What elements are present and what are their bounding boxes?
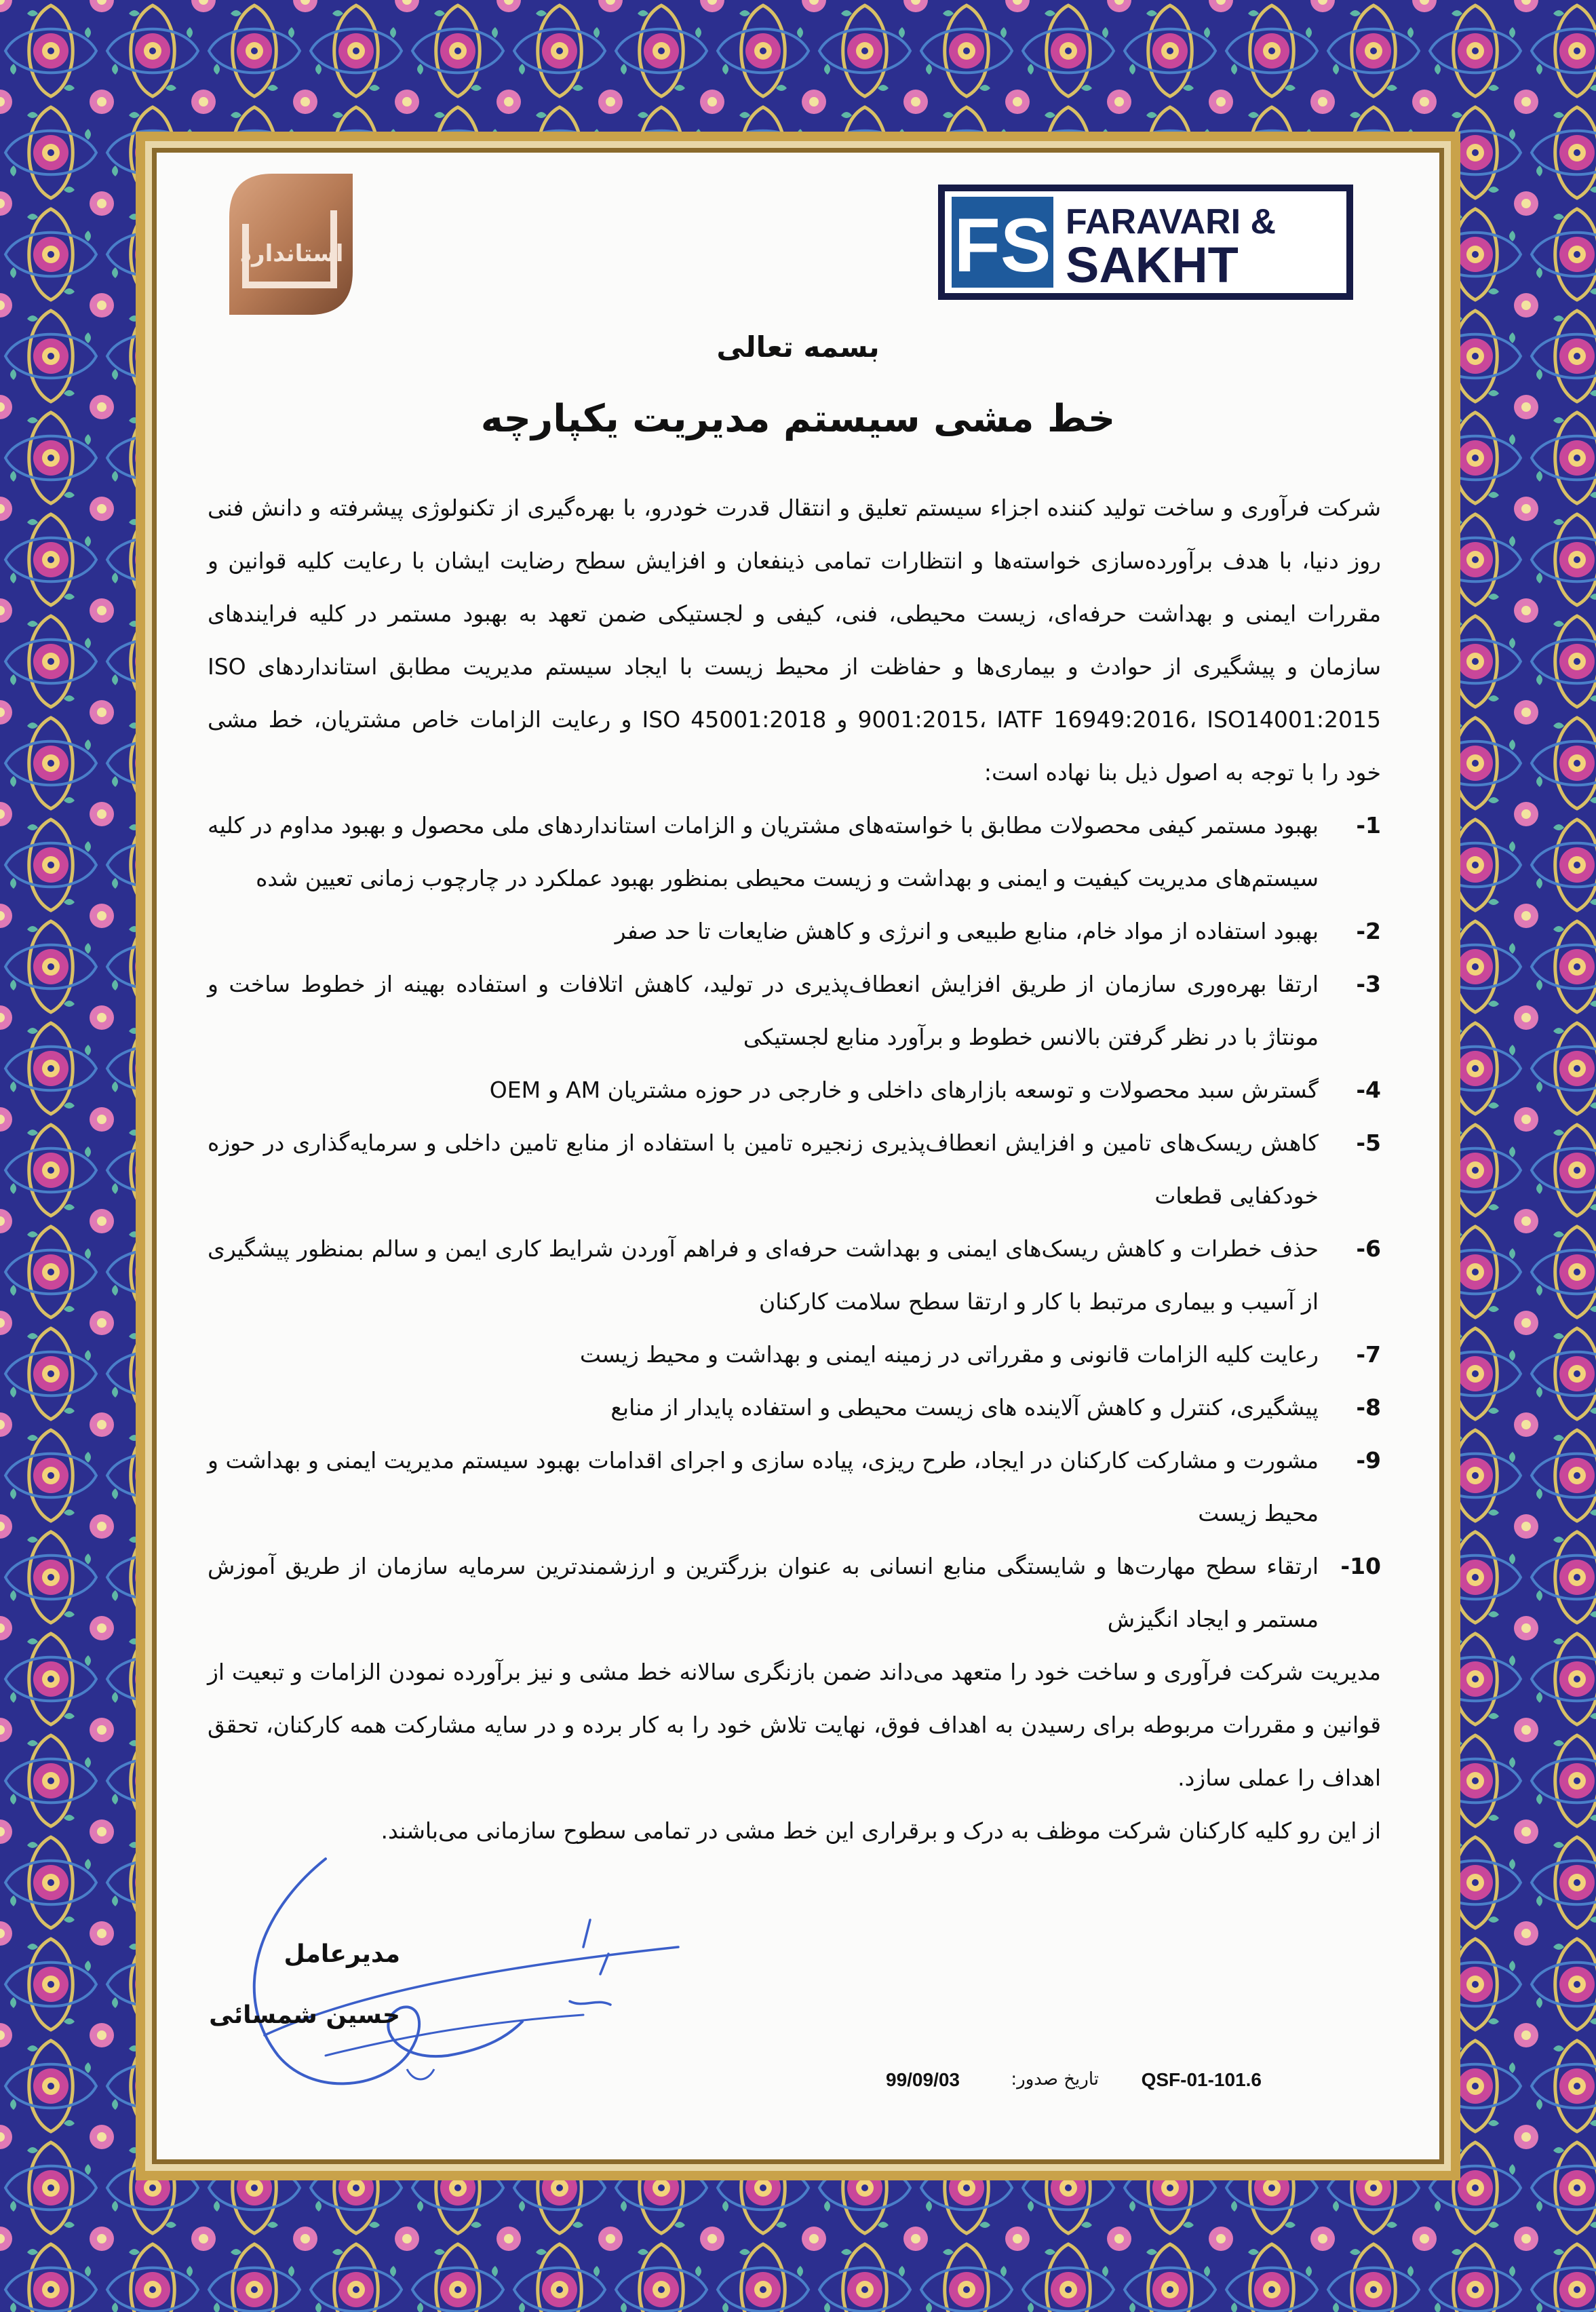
policy-number: 10-	[1340, 1553, 1381, 1579]
faravari-sakht-logo	[938, 185, 1353, 300]
policy-number: 6-	[1356, 1235, 1381, 1262]
policy-number: 3-	[1356, 971, 1381, 997]
fs-logo-line1: FARAVARI &	[1066, 202, 1277, 242]
policy-text: گسترش سبد محصولات و توسعه بازارهای داخلی و خارجی در حوزه مشتریان AM و OEM	[489, 1077, 1319, 1103]
form-code: QSF-01-101.6	[1141, 2069, 1262, 2090]
policy-item	[208, 1064, 1381, 1117]
policy-item	[208, 799, 1381, 905]
policy-text: بهبود مستمر کیفی محصولات مطابق با خواسته‌های مشتریان و الزامات استانداردهای ملی محصول و بهبود مداوم در کلیه سیستم‌های مدیریت کیفیت و ایمنی و بهداشت و زیست محیطی بمنظور بهبود عملکرد در چارچوب زمانی تعیین شده	[208, 812, 1319, 891]
policy-number: 4-	[1356, 1077, 1381, 1103]
policy-text: کاهش ریسک‌های تامین و افزایش انعطاف‌پذیری زنجیره تامین با استفاده از منابع تامین داخلی و سرمایه‌گذاری در حوزه خودکفایی قطعات	[208, 1130, 1319, 1209]
policy-item	[208, 1434, 1381, 1540]
policy-number: 5-	[1356, 1130, 1381, 1156]
policy-item	[208, 1381, 1381, 1434]
signatory-title: مدیرعامل	[284, 1940, 400, 1968]
policy-text: رعایت کلیه الزامات قانونی و مقرراتی در زمینه ایمنی و بهداشت و محیط زیست	[579, 1341, 1319, 1368]
policy-list	[208, 799, 1381, 1646]
policy-text: حذف خطرات و کاهش ریسک‌های ایمنی و بهداشت حرفه‌ای و فراهم آوردن شرایط کاری ایمن و سالم بمنظور پیشگیری از آسیب و بیماری مرتبط با کار و ارتقا سطح سلامت کارکنان	[208, 1235, 1319, 1315]
intro-paragraph: شرکت فرآوری و ساخت تولید کننده اجزاء سیستم تعلیق و انتقال قدرت خودرو، با بهره‌گیری از تکنولوژی پیشرفته و دانش فنی روز دنیا، با هدف برآورده‌سازی خواسته‌ها و انتظارات تمامی ذینفعان و افزایش سطح رضایت ایشان با رعایت کلیه قوانین و مقررات ایمنی و بهداشت حرفه‌ای، زیست محیطی، فنی، کیفی و لجستیکی ضمن تعهد به بهبود مستمر در کلیه فرایندهای سازمان و پیشگیری از حوادث و بیماری‌ها و حفاظت از محیط زیست با ایجاد سیستم مدیریت مطابق استانداردهای ISO 9001:2015، IATF 16949:2016، ISO14001:2015 و ISO 45001:2018 و رعایت الزامات خاص مشتریان، خط مشی خود را با توجه به اصول ذیل بنا نهاده است:	[208, 495, 1381, 786]
closing-paragraph: مدیریت شرکت فرآوری و ساخت خود را متعهد می‌داند ضمن بازنگری سالانه خط مشی و نیز برآورده نمودن الزامات و تبعیت از قوانین و مقررات مربوطه برای رسیدن به اهداف فوق، نهایت تلاش خود را به کار برده و در سایه مشارکت همه کارکنان، تحقق اهداف را عملی سازد.	[208, 1659, 1381, 1791]
issue-date: 99/09/03	[886, 2069, 960, 2090]
fs-logo-mark: FS	[954, 203, 1051, 288]
policy-item	[208, 1222, 1381, 1328]
document-title: خط مشی سیستم مدیریت یکپارچه	[480, 397, 1116, 441]
signature	[203, 1832, 746, 2117]
standard-logo-text: استاندارد	[239, 240, 344, 267]
policy-text: ارتقاء سطح مهارت‌ها و شایستگی منابع انسانی به عنوان بزرگترین و ارزشمندترین سرمایه سازمان از طریق آموزش مستمر و ایجاد انگیزش	[208, 1553, 1319, 1632]
policy-item	[208, 1540, 1381, 1646]
policy-number: 1-	[1356, 812, 1381, 839]
issue-date-label: تاریخ صدور:	[1011, 2069, 1099, 2089]
policy-body	[208, 482, 1381, 1857]
policy-item	[208, 958, 1381, 1064]
policy-number: 2-	[1356, 918, 1381, 944]
basmala-heading: بسمه تعالی	[716, 330, 880, 364]
policy-item	[208, 1328, 1381, 1381]
policy-item	[208, 1117, 1381, 1222]
obligation-paragraph: از این رو کلیه کارکنان شرکت موظف به درک و برقراری این خط مشی در تمامی سطوح سازمانی می‌باشند.	[381, 1817, 1381, 1844]
policy-number: 8-	[1356, 1394, 1381, 1421]
fs-logo-line2: SAKHT	[1066, 237, 1239, 293]
policy-text: بهبود استفاده از مواد خام، منابع طبیعی و انرژی و کاهش ضایعات تا حد صفر	[615, 918, 1319, 944]
iranian-national-standard-logo	[225, 170, 357, 319]
policy-text: پیشگیری، کنترل و کاهش آلاینده های زیست محیطی و استفاده پایدار از منابع	[610, 1394, 1319, 1421]
signatory-name: حسین شمسائی	[209, 2001, 400, 2029]
policy-text: ارتقا بهره‌وری سازمان از طریق افزایش انعطاف‌پذیری در تولید، کاهش اتلافات و استفاده بهینه از خطوط ساخت و مونتاژ با در نظر گرفتن بالانس خطوط و برآورد منابع لجستیکی	[208, 971, 1319, 1050]
policy-item	[208, 905, 1381, 958]
policy-number: 9-	[1356, 1447, 1381, 1473]
policy-text: مشورت و مشارکت کارکنان در ایجاد، طرح ریزی، پیاده سازی و اجرای اقدامات بهبود سیستم مدیریت ایمنی و بهداشت و محیط زیست	[208, 1447, 1319, 1526]
policy-number: 7-	[1356, 1341, 1381, 1368]
